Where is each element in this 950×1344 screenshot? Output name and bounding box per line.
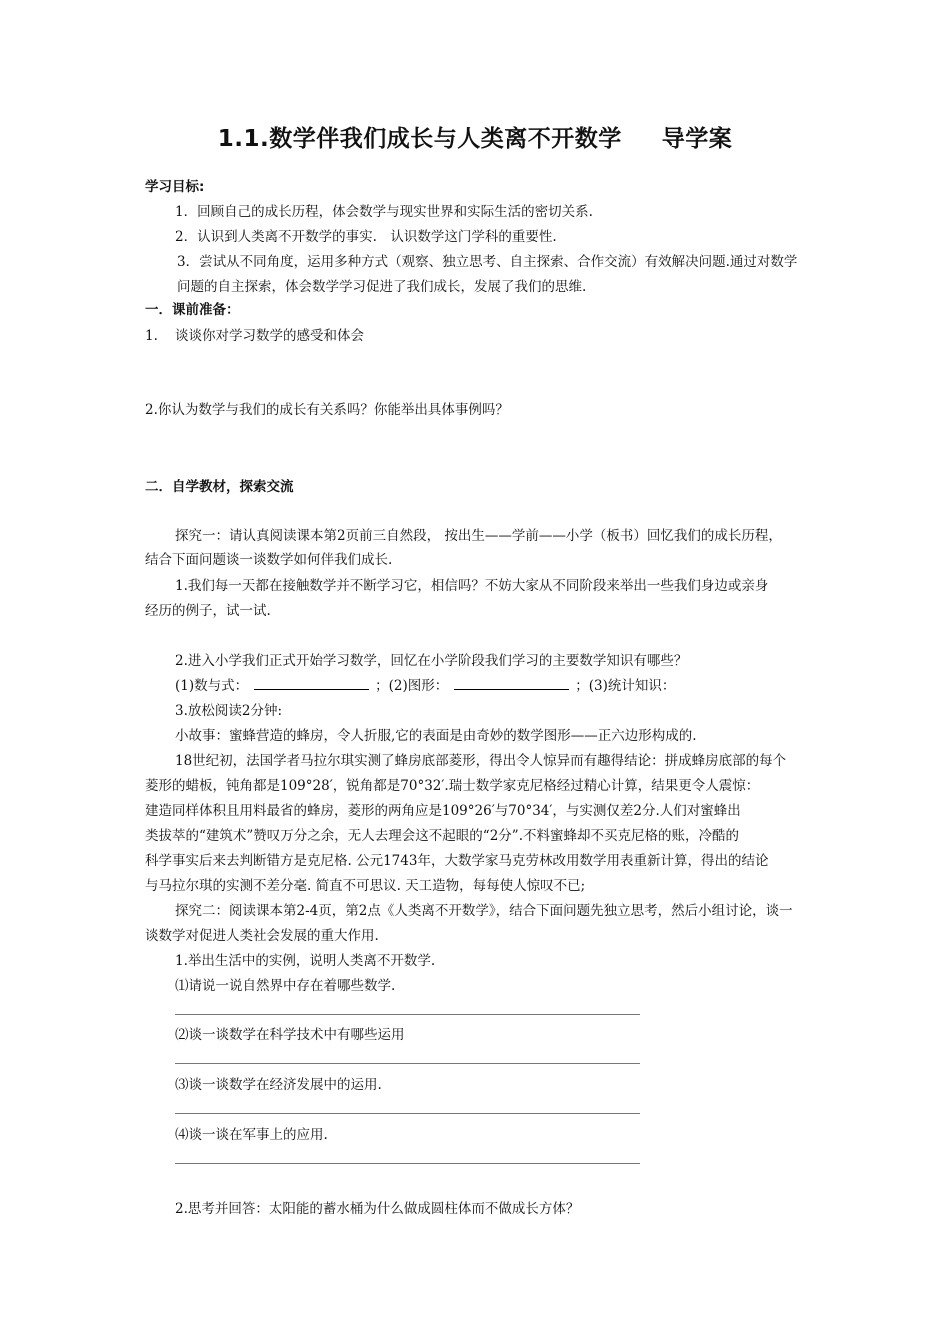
title-suffix: 导学案 (661, 126, 733, 152)
final-question: 2.思考并回答：太阳能的蓄水桶为什么做成圆柱体而不做成长方体？ (175, 1201, 580, 1217)
story-line: 类拔萃的“建筑术”赞叹万分之余，无人去理会这不起眼的“2分”.不料蜜蜂却不买克尼格的账，冷酷的 (145, 828, 739, 844)
answer-line[interactable] (175, 1113, 640, 1114)
section2-heading: 二．自学教材，探索交流 (145, 479, 294, 495)
answer-blank[interactable] (254, 677, 369, 690)
fill-label-numbers: (1)数与式： (175, 678, 249, 694)
paragraph-line: 结合下面问题谈一谈数学如何伴我们成长. (145, 552, 393, 568)
goals-heading: 学习目标: (145, 179, 205, 195)
page-title (0, 120, 950, 153)
story-line: 探究二：阅读课本第2-4页，第2点《人类离不开数学》，结合下面问题先独立思考，然后小组讨论，谈一 (175, 903, 793, 919)
story-line: 1.举出生活中的实例，说明人类离不开数学. (175, 953, 436, 969)
goal-item: 3．尝试从不同角度，运用多种方式（观察、独立思考、自主探索、合作交流）有效解决问题.通过对数学 (177, 254, 798, 270)
answer-line[interactable] (175, 1063, 640, 1064)
title-main: 1.1.数学伴我们成长与人类离不开数学 (217, 126, 622, 152)
sub-question: ⑵谈一谈数学在科学技术中有哪些运用 (175, 1027, 405, 1043)
answer-line[interactable] (175, 1014, 640, 1015)
question-text: 谈谈你对学习数学的感受和体会 (175, 328, 364, 344)
fill-label-shapes: (2)图形： (388, 678, 449, 694)
story-line: 18世纪初，法国学者马拉尔琪实测了蜂房底部菱形，得出令人惊异而有趣得结论：拼成蜂房底部的每个 (175, 753, 787, 769)
paragraph-line: 经历的例子，试一试. (145, 603, 271, 619)
fill-label-statistics: (3)统计知识： (588, 678, 676, 694)
question-text: 2.你认为数学与我们的成长有关系吗？你能举出具体事例吗？ (145, 402, 509, 418)
answer-blank[interactable] (454, 677, 569, 690)
fill-in-row (175, 677, 675, 695)
paragraph-line: 探究一：请认真阅读课本第2页前三自然段， 按出生——学前——小学（板书）回忆我们的成长历程， (175, 528, 782, 544)
paragraph-line: 1.我们每一天都在接触数学并不断学习它，相信吗？不妨大家从不同阶段来举出一些我们身边或亲身 (175, 578, 769, 594)
separator: ； (575, 678, 589, 694)
story-line: 科学事实后来去判断错方是克尼格. 公元1743年，大数学家马克劳林改用数学用表重新计算，得出的结论 (145, 853, 769, 869)
story-line: 小故事：蜜蜂营造的蜂房，令人折服,它的表面是由奇妙的数学图形——正六边形构成的. (175, 728, 697, 744)
answer-line[interactable] (175, 1163, 640, 1164)
story-line: 与马拉尔琪的实测不差分毫. 简直不可思议. 天工造物，每每使人惊叹不已; (145, 878, 586, 894)
sub-question: ⑴请说一说自然界中存在着哪些数学. (175, 978, 396, 994)
goal-item: 2．认识到人类离不开数学的事实. 认识数学这门学科的重要性. (175, 229, 557, 245)
section1-heading: 一．课前准备： (145, 302, 240, 318)
story-line: 谈数学对促进人类社会发展的重大作用. (145, 928, 379, 944)
question-number: 1. (145, 328, 158, 344)
paragraph-line: 2.进入小学我们正式开始学习数学，回忆在小学阶段我们学习的主要数学知识有哪些？ (175, 653, 688, 669)
story-line: 菱形的蜡板，钝角都是109°28′，锐角都是70°32′.瑞士数学家克尼格经过精心计算，结果更令人震惊： (145, 778, 760, 794)
sub-question: ⑶谈一谈数学在经济发展中的运用. (175, 1077, 382, 1093)
sub-question: ⑷谈一谈在军事上的应用. (175, 1127, 328, 1143)
story-line: 建造同样体积且用料最省的蜂房，菱形的两角应是109°26′与70°34′，与实测仅差2分.人们对蜜蜂出 (145, 803, 741, 819)
separator: ； (375, 678, 389, 694)
story-line: 3.放松阅读2分钟: (175, 703, 283, 719)
goal-item-continued: 问题的自主探索，体会数学学习促进了我们成长，发展了我们的思维. (177, 279, 587, 295)
goal-item: 1．回顾自己的成长历程，体会数学与现实世界和实际生活的密切关系. (175, 204, 593, 220)
